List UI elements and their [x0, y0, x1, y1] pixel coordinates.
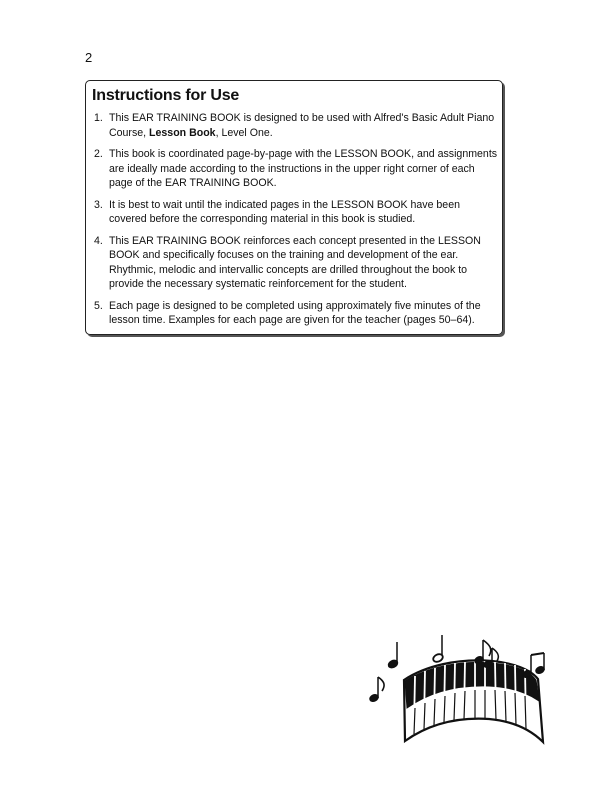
instructions-title: Instructions for Use — [92, 87, 240, 104]
piano-keyboard-with-music-notes-icon — [360, 630, 550, 760]
instruction-text — [109, 111, 499, 140]
instruction-text-part: , Level One. — [215, 126, 273, 139]
instruction-number: 5. — [94, 299, 103, 312]
instruction-item-3 — [94, 198, 499, 227]
lesson-book-emphasis: Lesson Book — [149, 126, 216, 139]
instruction-text: This EAR TRAINING BOOK reinforces each concept presented in the LESSON BOOK and specifically focuses on the training and development of the ear. Rhythmic, melodic and intervallic concepts are drilled throughout the book to provide the necessary systematic reinforcement for the student. — [109, 234, 481, 290]
instruction-number: 2. — [94, 148, 103, 160]
instruction-item-5 — [94, 299, 499, 328]
instructions-box — [85, 80, 503, 335]
instruction-number: 4. — [94, 234, 103, 247]
instruction-item-1 — [94, 111, 499, 140]
instruction-text: It is best to wait until the indicated pages in the LESSON BOOK have been covered before the corresponding material in this book is studied. — [109, 198, 460, 225]
instruction-number: 1. — [94, 112, 103, 124]
instruction-item-2 — [94, 147, 499, 191]
instruction-number: 3. — [94, 198, 103, 211]
page-number: 2 — [85, 50, 93, 65]
instruction-text-part: This EAR TRAINING BOOK is designed to be used with Alfred's Basic Adult Piano Course, — [109, 112, 495, 139]
instruction-text: This book is coordinated page-by-page with the LESSON BOOK, and assignments are ideally made according to the instructions in the upper right corner of each page of the EAR TRAINING BOOK. — [109, 148, 498, 189]
instruction-text: Each page is designed to be completed using approximately five minutes of the lesson time. Examples for each page are given for the teacher (pages 50–64). — [109, 299, 481, 326]
instruction-item-4 — [94, 234, 499, 292]
instruction-list — [94, 111, 499, 335]
